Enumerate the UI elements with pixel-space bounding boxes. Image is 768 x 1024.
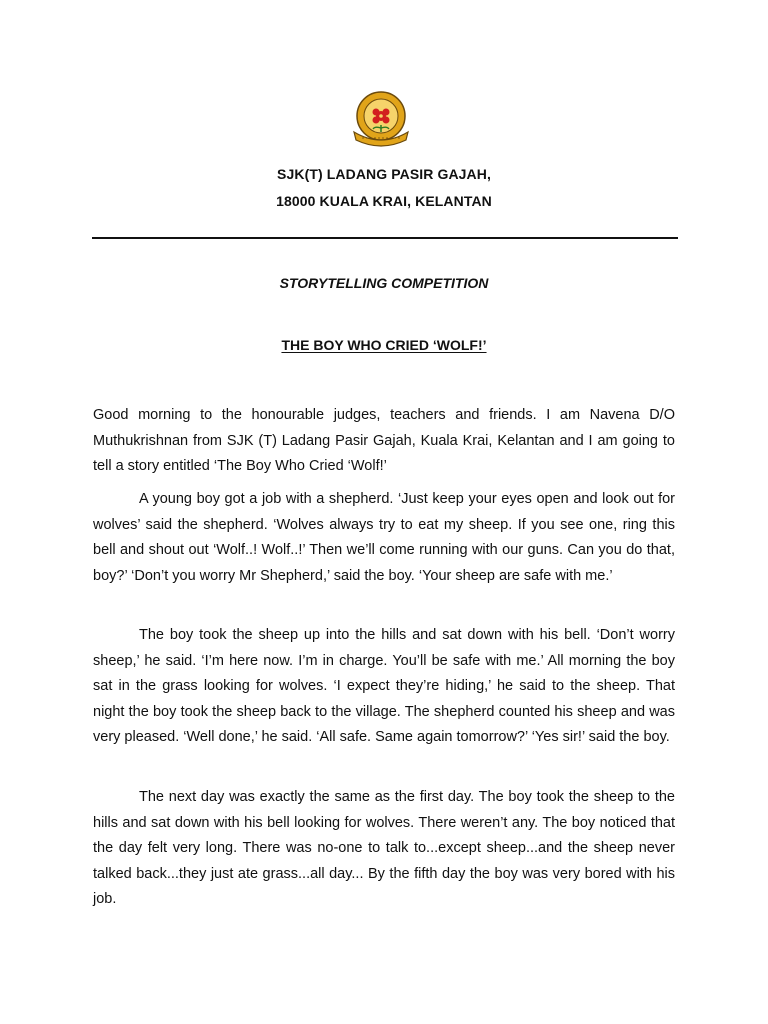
school-name: SJK(T) LADANG PASIR GAJAH, [277,166,491,182]
header-divider [92,237,678,239]
school-crest-icon [348,88,414,152]
intro-paragraph: Good morning to the honourable judges, teachers and friends. I am Navena D/O Muthukrishnan from SJK (T) Ladang Pasir Gajah, Kuala Krai, Kelantan and I am going to tell a story entitled ‘The Boy Who Cried ‘Wolf!’ [93,407,675,475]
story-paragraph: The boy took the sheep up into the hills and sat down with his bell. ‘Don’t worry sheep,’ he said. ‘I’m here now. I’m in charge. You’ll be safe with me.’ All morning the boy sat in the grass looking for wolves. ‘I expect they’re hiding,’ he said to the sheep. That night the boy took the sheep back to the village. The shepherd counted his sheep and was very pleased. ‘Well done,’ he said. ‘All safe. Same again tomorrow?’ ‘Yes sir!’ said the boy. [93,627,675,746]
school-address: 18000 KUALA KRAI, KELANTAN [276,193,492,209]
story-paragraph: The next day was exactly the same as the first day. The boy took the sheep to the hills and sat down with his bell looking for wolves. There weren’t any. The boy noticed that the day felt very long. There was no-one to talk to...except sheep...and the sheep never talked back...they just ate grass...all day... By the fifth day the boy was very bored with his job. [93,789,675,908]
story-title: THE BOY WHO CRIED ‘WOLF!’ [281,337,487,353]
story-paragraph: A young boy got a job with a shepherd. ‘Just keep your eyes open and look out for wolves’ said the shepherd. ‘Wolves always try to eat my sheep. If you see one, ring this bell and shout out ‘Wolf..! Wolf..!’ Then we’ll come running with our guns. Can you do that, boy?’ ‘Don’t you worry Mr Shepherd,’ said the boy. ‘Your sheep are safe with me.’ [93,491,675,584]
event-title: STORYTELLING COMPETITION [279,275,489,291]
